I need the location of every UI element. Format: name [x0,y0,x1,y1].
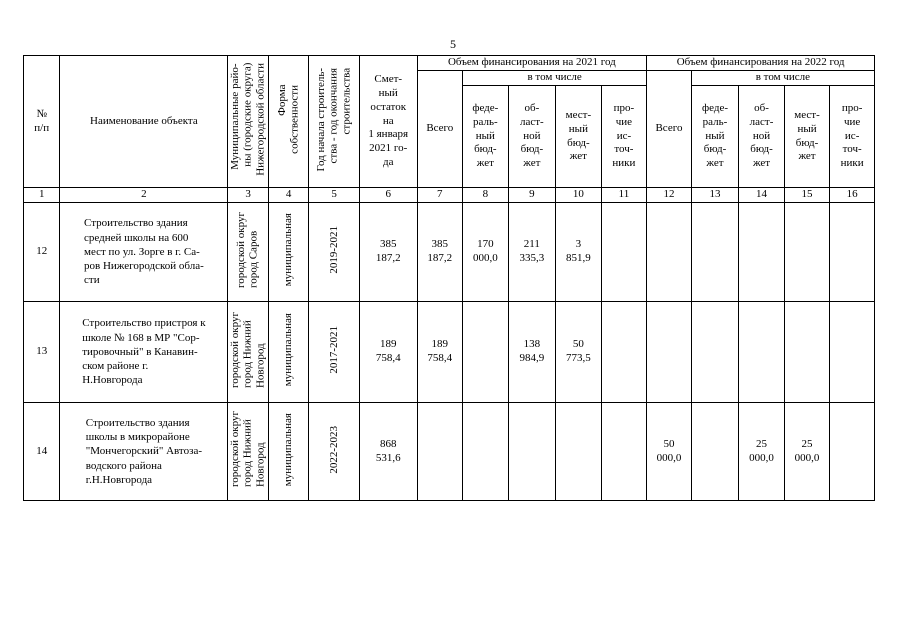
total-2022: 50 000,0 [647,403,692,501]
row-num: 13 [24,302,60,403]
page-number: 5 [450,37,456,51]
header-regional-2021: об- ласт- ной бюд- жет [508,86,556,188]
column-number: 11 [601,188,647,203]
header-local-2021: мест- ный бюд- жет [556,86,602,188]
header-fin-2022: Объем финансирования на 2022 год [647,56,875,71]
municipal: городской округ город Нижний Новгород [228,302,268,403]
remainder: 385 187,2 [359,203,417,302]
ownership: муниципальная [268,203,308,302]
header-local-2022: мест- ный бюд- жет [784,86,830,188]
column-number: 16 [830,188,875,203]
column-number: 12 [647,188,692,203]
column-number: 9 [508,188,556,203]
header-federal-2022: феде- раль- ный бюд- жет [691,86,739,188]
header-other-2021: про- чие ис- точ- ники [601,86,647,188]
regional-2022 [739,203,785,302]
table-row [24,302,875,403]
other-2021 [601,302,647,403]
header-years: Год начала строитель- ства - год окончания строительства [309,56,360,188]
other-2022 [830,203,875,302]
column-number: 1 [24,188,60,203]
column-number: 3 [228,188,268,203]
object-name: Строительство здания средней школы на 600 мест по ул. Зорге в г. Са- ров Нижегородской обла- сти [60,203,228,302]
object-name: Строительство здания школы в микрорайоне "Мончегорский" Автоза- водского района г.Н.Новгорода [60,403,228,501]
column-number: 10 [556,188,602,203]
header-total-2021: Всего [417,71,463,188]
header-num: № п/п [24,56,60,188]
other-2021 [601,403,647,501]
total-2021: 189 758,4 [417,302,463,403]
ownership: муниципальная [268,302,308,403]
column-number: 15 [784,188,830,203]
other-2021 [601,203,647,302]
regional-2021: 138 984,9 [508,302,556,403]
header-regional-2022: об- ласт- ной бюд- жет [739,86,785,188]
total-2022 [647,203,692,302]
local-2021 [556,403,602,501]
total-2021 [417,403,463,501]
header-incl-2022: в том числе [691,71,874,86]
column-number: 7 [417,188,463,203]
regional-2022: 25 000,0 [739,403,785,501]
years: 2019-2021 [309,203,360,302]
regional-2022 [739,302,785,403]
regional-2021 [508,403,556,501]
regional-2021: 211 335,3 [508,203,556,302]
years: 2022-2023 [309,403,360,501]
row-num: 14 [24,403,60,501]
federal-2021: 170 000,0 [463,203,509,302]
column-number: 14 [739,188,785,203]
remainder: 189 758,4 [359,302,417,403]
other-2022 [830,302,875,403]
column-number: 4 [268,188,308,203]
local-2022: 25 000,0 [784,403,830,501]
ownership: муниципальная [268,403,308,501]
header-municipal: Муниципальные райо- ны (городские округа) Нижегородской области [228,56,268,188]
column-number: 5 [309,188,360,203]
federal-2022 [691,203,739,302]
table-row [24,203,875,302]
header-incl-2021: в том числе [463,71,647,86]
local-2021: 50 773,5 [556,302,602,403]
column-number: 6 [359,188,417,203]
header-federal-2021: феде- раль- ный бюд- жет [463,86,509,188]
local-2021: 3 851,9 [556,203,602,302]
header-total-2022: Всего [647,71,692,188]
header-object-name: Наименование объекта [60,56,228,188]
column-number: 2 [60,188,228,203]
object-name: Строительство пристроя к школе № 168 в МР "Сор- тировочный" в Канавин- ском районе г. Н.Новгорода [60,302,228,403]
local-2022 [784,203,830,302]
federal-2021 [463,403,509,501]
federal-2022 [691,403,739,501]
header-ownership: Форма собственности [268,56,308,188]
column-number: 13 [691,188,739,203]
total-2021: 385 187,2 [417,203,463,302]
years: 2017-2021 [309,302,360,403]
column-number: 8 [463,188,509,203]
federal-2022 [691,302,739,403]
total-2022 [647,302,692,403]
municipal: городской округ город Нижний Новгород [228,403,268,501]
municipal: городской округ город Саров [228,203,268,302]
header-remainder: Смет- ный остаток на 1 января 2021 го- да [359,56,417,188]
header-other-2022: про- чие ис- точ- ники [830,86,875,188]
other-2022 [830,403,875,501]
remainder: 868 531,6 [359,403,417,501]
table-row [24,403,875,501]
header-fin-2021: Объем финансирования на 2021 год [417,56,647,71]
local-2022 [784,302,830,403]
row-num: 12 [24,203,60,302]
financing-table [23,55,875,501]
federal-2021 [463,302,509,403]
